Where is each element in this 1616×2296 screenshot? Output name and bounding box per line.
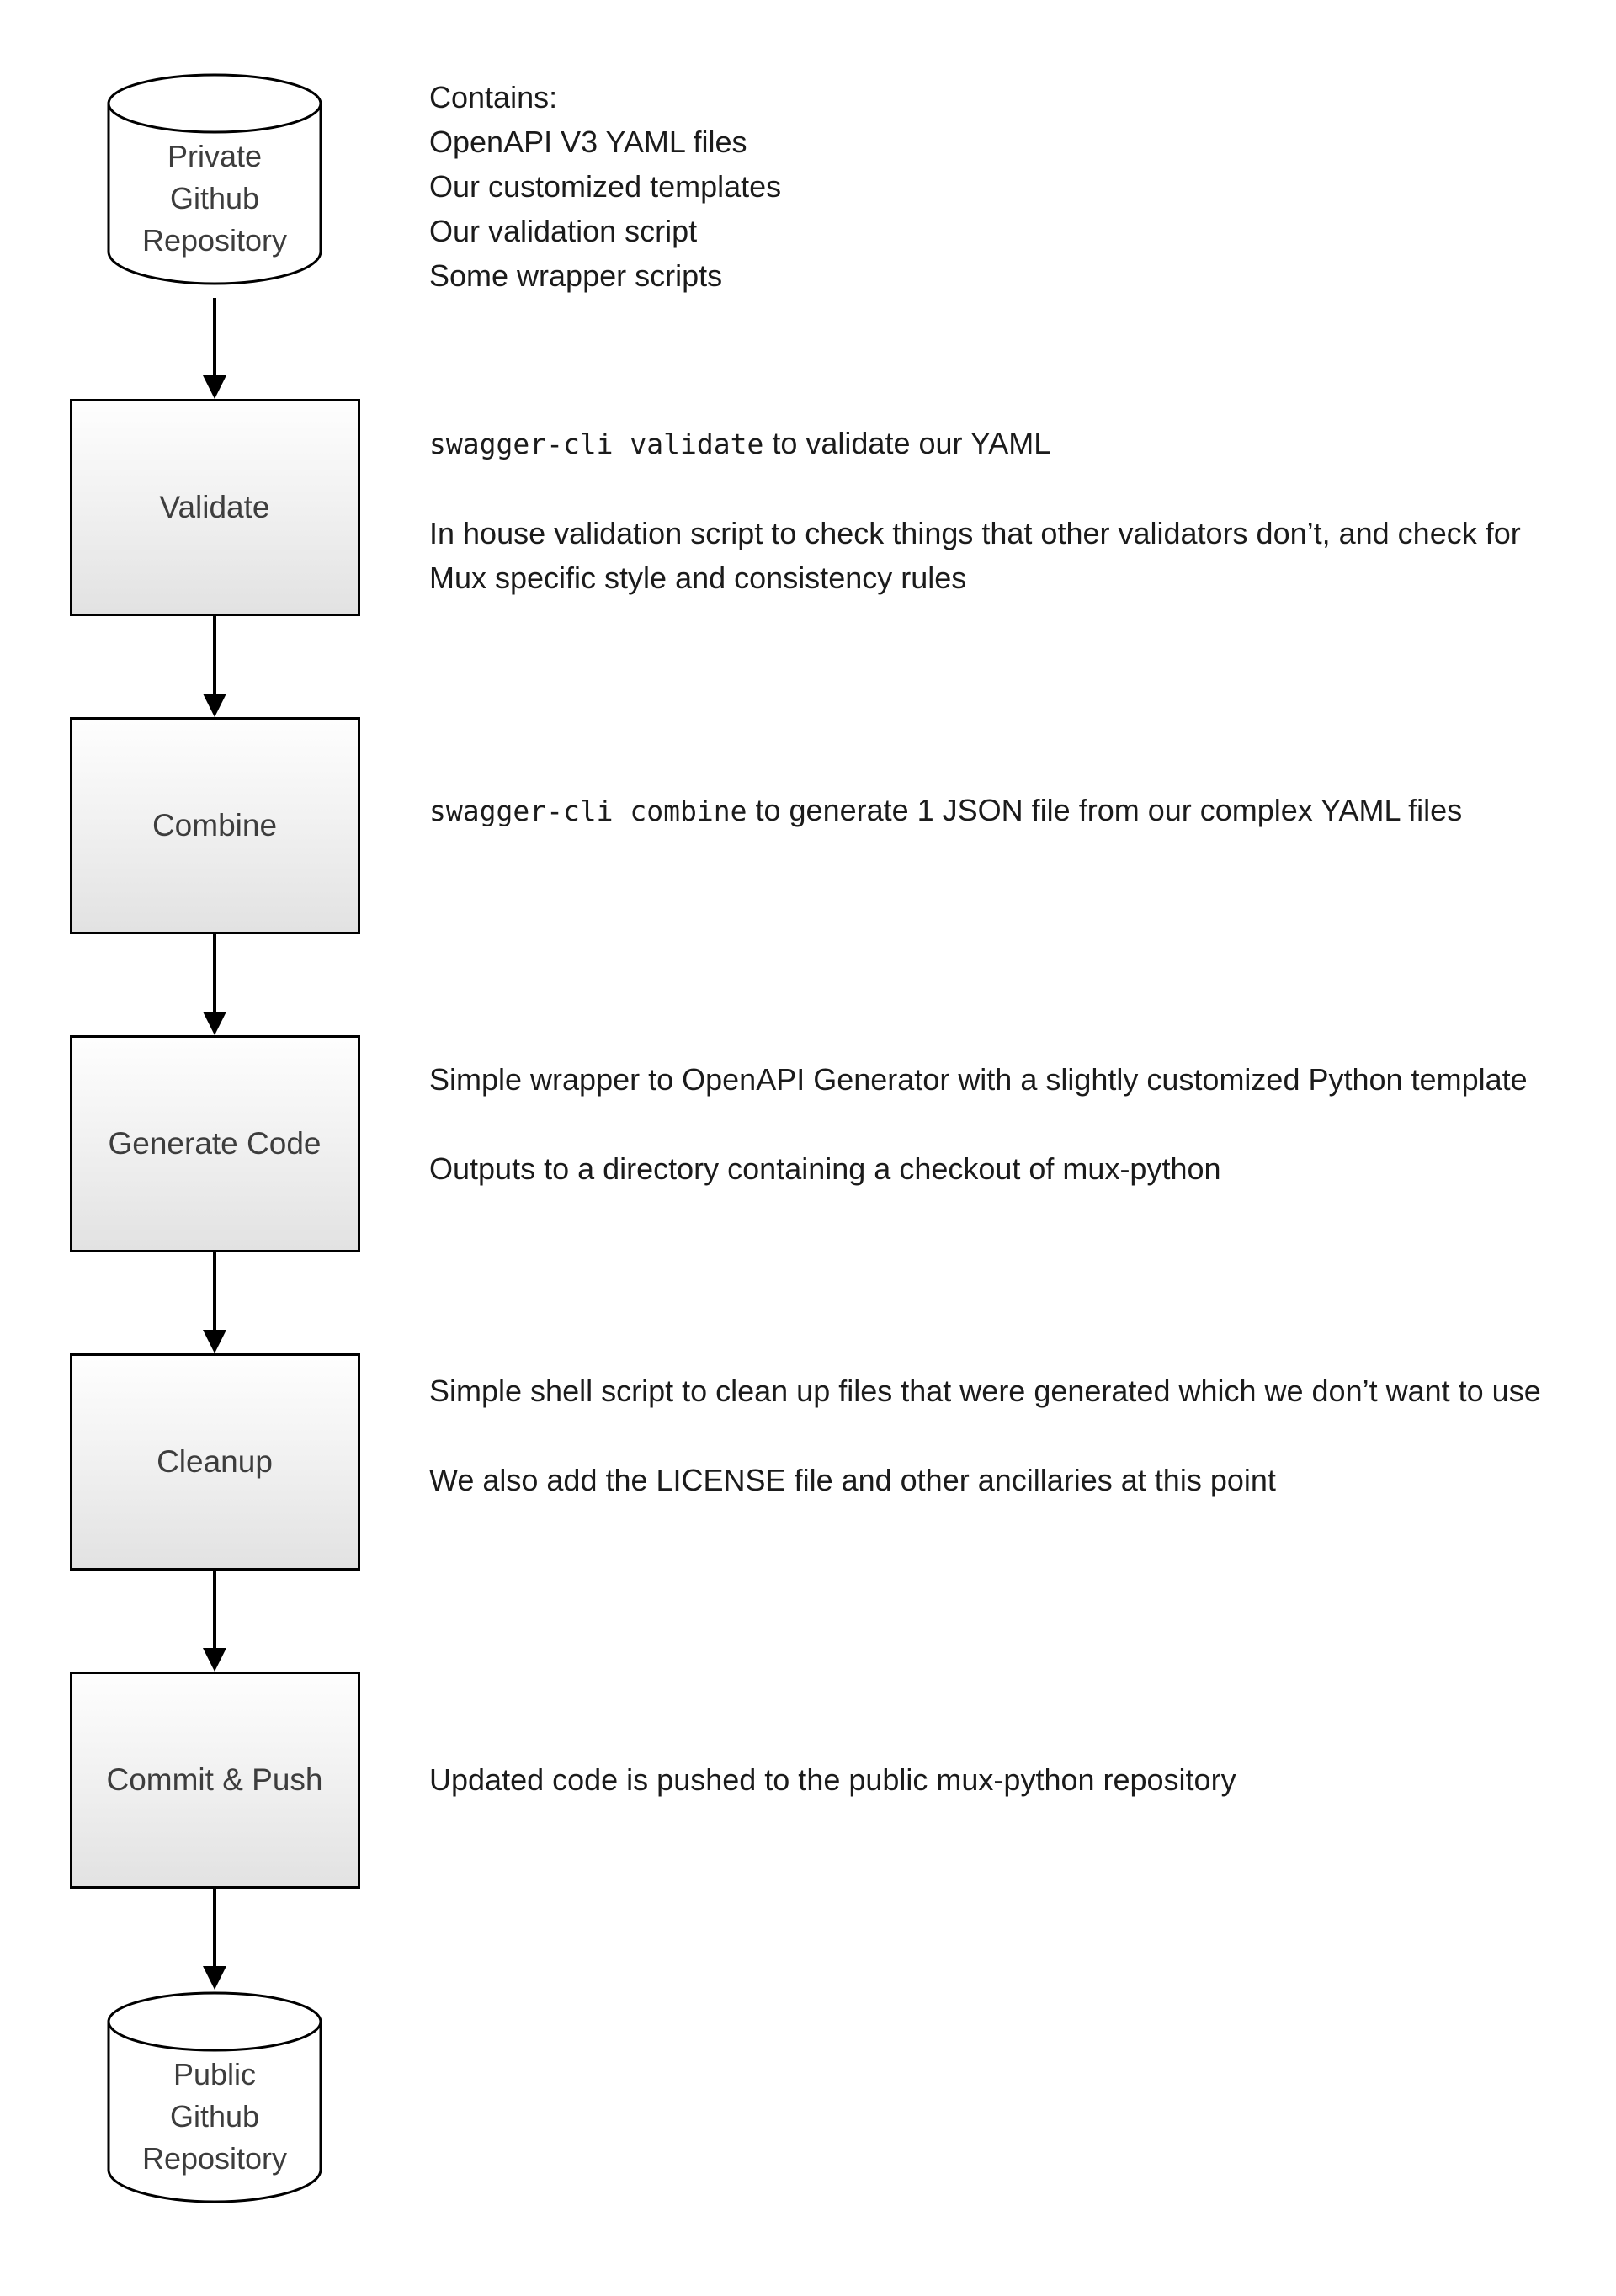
node-column bbox=[0, 72, 429, 298]
node-commit-push bbox=[70, 1672, 360, 1889]
arrow-stem bbox=[213, 1252, 216, 1330]
code-snippet: swagger-cli validate bbox=[429, 428, 764, 460]
flow-arrow bbox=[203, 1252, 226, 1353]
step-row-generate-code bbox=[0, 1035, 1616, 1252]
node-label-line: Repository bbox=[141, 2141, 288, 2176]
annotation-paragraph: Simple wrapper to OpenAPI Generator with a slightly customized Python template bbox=[429, 1062, 1528, 1097]
node-label-line: Repository bbox=[141, 223, 288, 258]
flow-arrow bbox=[203, 1889, 226, 1990]
annotation-paragraph: Simple shell script to clean up files that were generated which we don’t want to use bbox=[429, 1374, 1541, 1408]
node-label: Commit & Push bbox=[106, 1762, 323, 1797]
annotation-text: to validate our YAML bbox=[763, 426, 1051, 460]
annotation-line: Some wrapper scripts bbox=[429, 258, 723, 293]
node-label bbox=[105, 2054, 324, 2180]
annotation-line: Our customized templates bbox=[429, 169, 782, 204]
annotation-validate bbox=[429, 399, 1616, 616]
step-row-cleanup bbox=[0, 1353, 1616, 1571]
step-row-commit-push bbox=[0, 1672, 1616, 1889]
flow-arrow bbox=[203, 934, 226, 1035]
arrow-head bbox=[203, 1330, 226, 1353]
step-row-combine bbox=[0, 717, 1616, 934]
node-label-line: Public bbox=[173, 2057, 257, 2091]
annotation-line: Our validation script bbox=[429, 214, 698, 248]
annotation-paragraph: Outputs to a directory containing a checkout of mux-python bbox=[429, 1151, 1221, 1186]
arrow-row bbox=[0, 1252, 1616, 1353]
arrow-stem bbox=[213, 934, 216, 1012]
arrow-row bbox=[0, 1571, 1616, 1672]
arrow-head bbox=[203, 375, 226, 399]
arrow-stem bbox=[213, 1889, 216, 1966]
node-private-repo bbox=[105, 72, 324, 289]
code-snippet: swagger-cli combine bbox=[429, 795, 747, 827]
annotation-generate-code bbox=[429, 1035, 1616, 1252]
flow-arrow bbox=[203, 616, 226, 717]
step-row-public-repo bbox=[0, 1990, 1616, 2207]
node-column bbox=[0, 717, 429, 934]
node-label-line: Private bbox=[167, 139, 263, 173]
annotation-paragraph: We also add the LICENSE file and other ancillaries at this point bbox=[429, 1463, 1276, 1497]
node-column bbox=[0, 1353, 429, 1571]
annotation-commit-push bbox=[429, 1672, 1616, 1889]
arrow-stem bbox=[213, 616, 216, 694]
node-column bbox=[0, 1990, 429, 2207]
annotation-line: Contains: bbox=[429, 80, 558, 114]
arrow-row bbox=[0, 298, 1616, 399]
arrow-row bbox=[0, 934, 1616, 1035]
node-public-repo bbox=[105, 1990, 324, 2207]
node-label: Generate Code bbox=[108, 1126, 322, 1161]
arrow-head bbox=[203, 694, 226, 717]
annotation-line: OpenAPI V3 YAML files bbox=[429, 125, 747, 159]
flow-arrow bbox=[203, 1571, 226, 1672]
node-label-line: Github bbox=[169, 181, 260, 215]
node-validate bbox=[70, 399, 360, 616]
arrow-stem bbox=[213, 298, 216, 375]
step-row-validate bbox=[0, 399, 1616, 616]
annotation-cleanup bbox=[429, 1353, 1616, 1571]
annotation-paragraph: In house validation script to check things that other validators don’t, and check for Mux specific style and consistency rules bbox=[429, 516, 1521, 595]
arrow-head bbox=[203, 1966, 226, 1990]
node-label: Cleanup bbox=[157, 1444, 273, 1479]
node-cleanup bbox=[70, 1353, 360, 1571]
node-label-line: Github bbox=[169, 2099, 260, 2134]
arrow-head bbox=[203, 1012, 226, 1035]
node-column bbox=[0, 399, 429, 616]
annotation-line bbox=[429, 421, 1574, 466]
arrow-head bbox=[203, 1648, 226, 1672]
flow-arrow bbox=[203, 298, 226, 399]
node-combine bbox=[70, 717, 360, 934]
node-label bbox=[105, 136, 324, 262]
annotation-paragraph: Updated code is pushed to the public mux-python repository bbox=[429, 1762, 1236, 1797]
node-column bbox=[0, 1672, 429, 1889]
step-row-private-repo bbox=[0, 72, 1616, 298]
arrow-stem bbox=[213, 1571, 216, 1648]
node-generate-code bbox=[70, 1035, 360, 1252]
node-label: Validate bbox=[159, 490, 270, 524]
arrow-row bbox=[0, 616, 1616, 717]
arrow-row bbox=[0, 1889, 1616, 1990]
node-label: Combine bbox=[152, 808, 278, 842]
annotation-text: to generate 1 JSON file from our complex YAML files bbox=[747, 793, 1463, 827]
annotation-line bbox=[429, 788, 1574, 833]
annotation-contains bbox=[429, 72, 1616, 298]
annotation-combine bbox=[429, 717, 1616, 934]
node-column bbox=[0, 1035, 429, 1252]
